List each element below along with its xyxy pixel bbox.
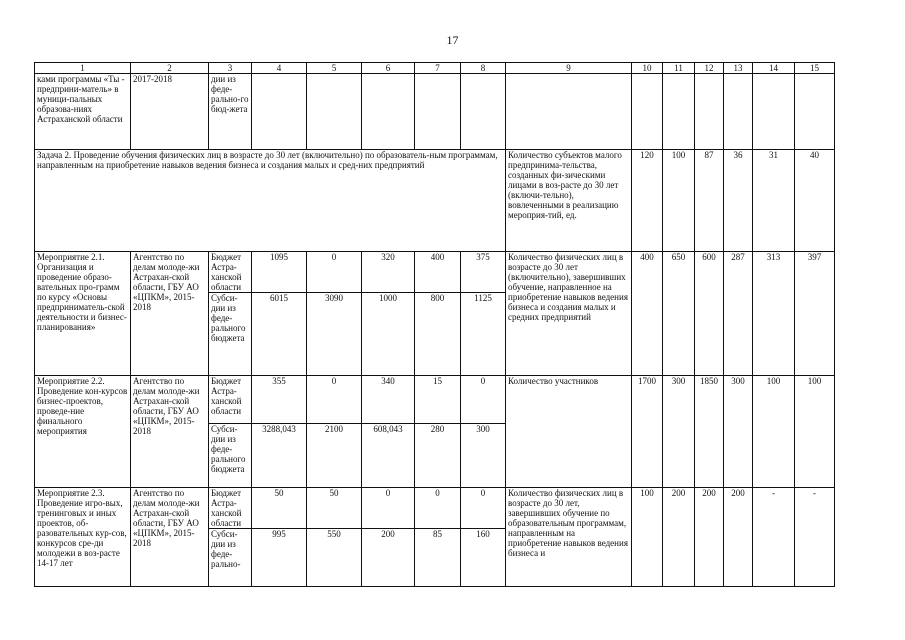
program-table — [34, 62, 835, 587]
amount-cell: 0 — [307, 252, 362, 293]
header-cell: 11 — [663, 63, 695, 74]
header-cell: 4 — [252, 63, 307, 74]
amount-cell: 2100 — [307, 424, 362, 488]
measure-row — [35, 488, 835, 529]
amount-cell: 995 — [252, 529, 307, 587]
indicator-cell: Количество физических лиц в возрасте до 30 лет (включительно), завершивших обучение, направленное на приобретение навыков ведения бизнеса и создания малых и средних предприятий — [506, 252, 632, 376]
header-row — [35, 63, 835, 74]
task-row — [35, 150, 835, 252]
header-cell: 1 — [35, 63, 131, 74]
amount-cell: 15 — [415, 376, 461, 424]
header-cell: 12 — [695, 63, 724, 74]
indicator-cell: Количество физических лиц в возрасте до 30 лет, завершивших обучение по образовательным программам, направленным на приобретение навыков ведения бизнеса и — [506, 488, 632, 587]
measure-name: ками программы «Ты - предприни-матель» в муници-пальных образова-ниях Астраханской области — [35, 74, 131, 150]
header-cell: 8 — [461, 63, 506, 74]
amount-cell: 300 — [461, 424, 506, 488]
amount-cell: 50 — [252, 488, 307, 529]
value-cell: 31 — [753, 150, 795, 252]
funding-source: Бюджет Астра-ханской области — [209, 376, 252, 424]
header-cell: 3 — [209, 63, 252, 74]
value-cell: 400 — [632, 252, 663, 376]
value-cell: 300 — [663, 376, 695, 488]
value-cell: 200 — [663, 488, 695, 587]
amount-cell: 160 — [461, 529, 506, 587]
value-cell: - — [753, 488, 795, 587]
value-cell: 300 — [724, 376, 753, 488]
funding-source: дии из феде-рально-го бюд-жета — [209, 74, 252, 150]
funding-source: Субси-дии из феде-рально- — [209, 529, 252, 587]
funding-source: Бюджет Астра-ханской области — [209, 252, 252, 293]
header-cell: 6 — [362, 63, 415, 74]
header-cell: 2 — [131, 63, 209, 74]
value-cell: 87 — [695, 150, 724, 252]
executor-cell: Агентство по делам молоде-жи Астрахан-ской области, ГБУ АО «ЦПКМ», 2015-2018 — [131, 376, 209, 488]
measure-name: Мероприятие 2.3. Проведение игро-вых, тренинговых и иных проектов, об-разовательных кур-сов, конкурсов сре-ди молодежи в воз-расте 14-17 лет — [35, 488, 131, 587]
value-cell: 600 — [695, 252, 724, 376]
amount-cell: 280 — [415, 424, 461, 488]
executor-cell: 2017-2018 — [131, 74, 209, 150]
value-cell: 1850 — [695, 376, 724, 488]
funding-source: Субси-дии из феде-рального бюджета — [209, 293, 252, 376]
amount-cell: 608,043 — [362, 424, 415, 488]
amount-cell: 355 — [252, 376, 307, 424]
value-cell: - — [795, 488, 835, 587]
amount-cell: 800 — [415, 293, 461, 376]
header-cell: 13 — [724, 63, 753, 74]
value-cell: 313 — [753, 252, 795, 376]
amount-cell: 340 — [362, 376, 415, 424]
amount-cell: 1125 — [461, 293, 506, 376]
header-cell: 7 — [415, 63, 461, 74]
amount-cell: 3288,043 — [252, 424, 307, 488]
indicator-cell: Количество субъектов малого предпринима-тельства, созданных фи-зическими лицами в воз-расте до 30 лет (включи-тельно), вовлеченными в реализацию мероприя-тий, ед. — [506, 150, 632, 252]
value-cell: 100 — [663, 150, 695, 252]
amount-cell: 400 — [415, 252, 461, 293]
header-cell: 10 — [632, 63, 663, 74]
measure-row — [35, 252, 835, 293]
value-cell: 120 — [632, 150, 663, 252]
amount-cell: 0 — [415, 488, 461, 529]
amount-cell: 320 — [362, 252, 415, 293]
value-cell: 100 — [632, 488, 663, 587]
amount-cell: 85 — [415, 529, 461, 587]
amount-cell: 1095 — [252, 252, 307, 293]
value-cell: 100 — [795, 376, 835, 488]
header-cell: 9 — [506, 63, 632, 74]
amount-cell: 3090 — [307, 293, 362, 376]
continuation-row — [35, 74, 835, 150]
value-cell: 40 — [795, 150, 835, 252]
task-text: Задача 2. Проведение обучения физических лиц в возрасте до 30 лет (включительно) по образователь-ным программам, направленным на приобретение навыков ведения бизнеса и создания малых и сред-них предприятий — [35, 150, 506, 252]
value-cell: 1700 — [632, 376, 663, 488]
amount-cell: 375 — [461, 252, 506, 293]
amount-cell: 1000 — [362, 293, 415, 376]
measure-name: Мероприятие 2.2. Проведение кон-курсов бизнес-проектов, проведе-ние финального мероприятия — [35, 376, 131, 488]
value-cell: 397 — [795, 252, 835, 376]
header-cell: 5 — [307, 63, 362, 74]
amount-cell: 0 — [461, 488, 506, 529]
amount-cell: 50 — [307, 488, 362, 529]
value-cell: 650 — [663, 252, 695, 376]
value-cell: 200 — [724, 488, 753, 587]
value-cell: 36 — [724, 150, 753, 252]
amount-cell: 200 — [362, 529, 415, 587]
measure-row — [35, 376, 835, 424]
amount-cell: 6015 — [252, 293, 307, 376]
page-number: 17 — [446, 33, 459, 47]
measure-name: Мероприятие 2.1. Организация и проведение образо-вательных про-грамм по курсу «Основы предприниматель-ской деятельности и бизнес-планирования» — [35, 252, 131, 376]
amount-cell: 0 — [461, 376, 506, 424]
value-cell: 200 — [695, 488, 724, 587]
executor-cell: Агентство по делам молоде-жи Астрахан-ской области, ГБУ АО «ЦПКМ», 2015-2018 — [131, 252, 209, 376]
funding-source: Бюджет Астра-ханской области — [209, 488, 252, 529]
value-cell: 100 — [753, 376, 795, 488]
funding-source: Субси-дии из феде-рального бюджета — [209, 424, 252, 488]
header-cell: 14 — [753, 63, 795, 74]
amount-cell: 550 — [307, 529, 362, 587]
header-cell: 15 — [795, 63, 835, 74]
amount-cell: 0 — [362, 488, 415, 529]
value-cell: 287 — [724, 252, 753, 376]
executor-cell: Агентство по делам молоде-жи Астрахан-ской области, ГБУ АО «ЦПКМ», 2015-2018 — [131, 488, 209, 587]
indicator-cell: Количество участников — [506, 376, 632, 488]
amount-cell: 0 — [307, 376, 362, 424]
